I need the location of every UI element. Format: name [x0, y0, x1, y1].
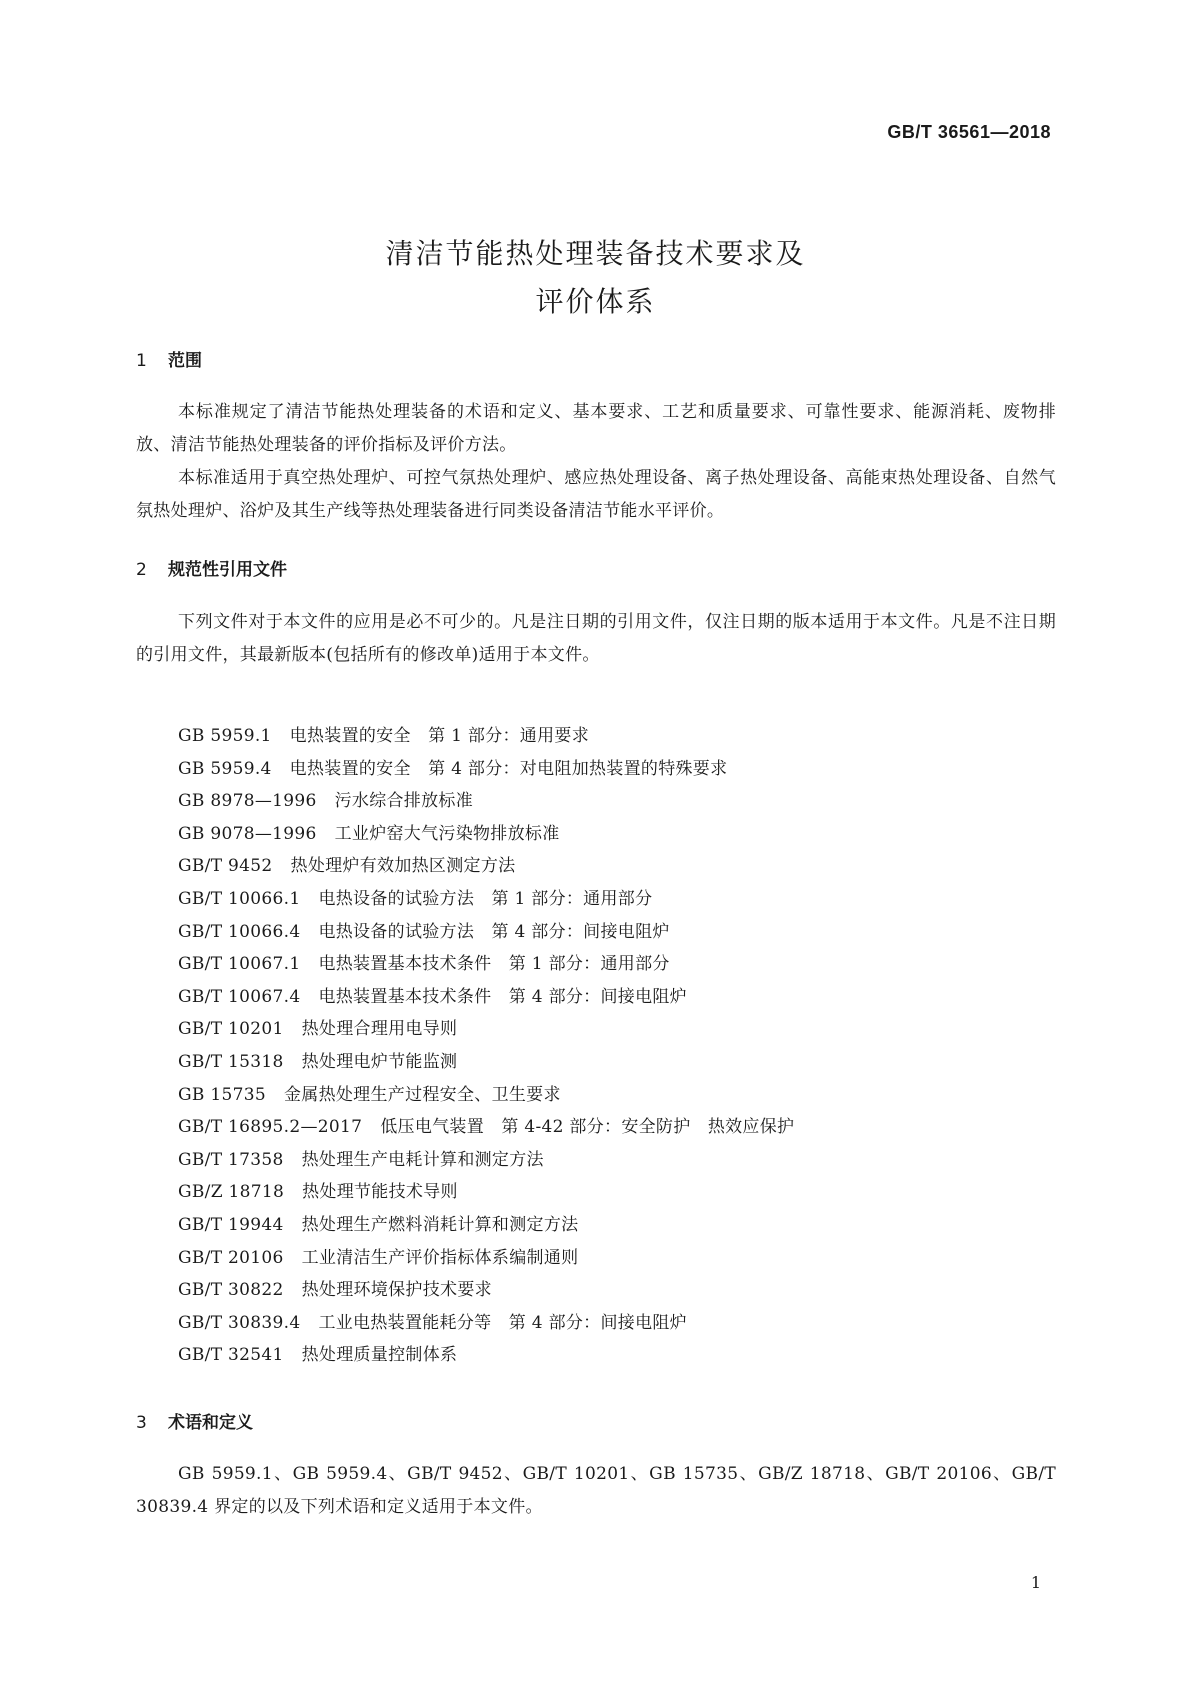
section-number: 1	[136, 351, 147, 371]
reference-item	[178, 1111, 794, 1144]
reference-title: 热处理节能技术导则	[302, 1182, 458, 1203]
reference-code: GB/T 19944	[178, 1214, 284, 1235]
reference-item	[178, 916, 794, 949]
reference-title: 污水综合排放标准	[334, 791, 474, 812]
reference-code: GB/T 16895.2—2017	[178, 1117, 363, 1138]
page-number: 1	[1030, 1573, 1041, 1592]
reference-item	[178, 1079, 794, 1112]
section-heading-normative-references	[136, 555, 287, 580]
reference-code: GB 8978—1996	[178, 791, 317, 812]
reference-title: 工业炉窑大气污染物排放标准	[334, 823, 560, 844]
standard-code: GB/T 36561—2018	[887, 122, 1051, 142]
reference-title: 金属热处理生产过程安全、卫生要求	[283, 1084, 561, 1105]
reference-item	[178, 1046, 794, 1079]
reference-code: GB/T 10066.1	[178, 888, 301, 909]
reference-title: 热处理质量控制体系	[301, 1345, 458, 1366]
section-title: 规范性引用文件	[168, 560, 287, 580]
reference-list	[178, 720, 794, 1372]
reference-title: 电热设备的试验方法 第 4 部分：间接电阻炉	[318, 921, 670, 942]
reference-code: GB 9078—1996	[178, 823, 317, 844]
reference-code: GB 5959.4	[178, 758, 272, 779]
section-number: 3	[136, 1413, 147, 1433]
reference-code: GB/T 32541	[178, 1345, 284, 1366]
section-heading-scope	[136, 346, 202, 371]
references-intro-paragraph: 下列文件对于本文件的应用是必不可少的。凡是注日期的引用文件，仅注日期的版本适用于本文件。凡是不注日期的引用文件，其最新版本(包括所有的修改单)适用于本文件。	[136, 612, 1056, 665]
terms-intro-paragraph: GB 5959.1、GB 5959.4、GB/T 9452、GB/T 10201、GB 15735、GB/Z 18718、GB/T 20106、GB/T 30839.4 界定的以及下列术语和定义适用于本文件。	[136, 1464, 1056, 1517]
reference-item	[178, 753, 794, 786]
reference-title: 热处理合理用电导则	[301, 1019, 458, 1040]
scope-paragraph-1: 本标准规定了清洁节能热处理装备的术语和定义、基本要求、工艺和质量要求、可靠性要求、能源消耗、废物排放、清洁节能热处理装备的评价指标及评价方法。	[136, 402, 1056, 455]
reference-code: GB 15735	[178, 1084, 266, 1105]
reference-item	[178, 1339, 794, 1372]
reference-item	[178, 785, 794, 818]
reference-title: 热处理生产电耗计算和测定方法	[301, 1149, 544, 1170]
reference-code: GB/T 10066.4	[178, 921, 301, 942]
document-title	[0, 230, 1191, 326]
reference-code: GB/T 30822	[178, 1280, 284, 1301]
section-heading-terms-definitions	[136, 1408, 253, 1433]
reference-title: 热处理生产燃料消耗计算和测定方法	[301, 1214, 579, 1235]
reference-item	[178, 1242, 794, 1275]
reference-code: GB/T 20106	[178, 1247, 284, 1268]
title-line-2: 评价体系	[535, 285, 656, 318]
section-number: 2	[136, 560, 147, 580]
reference-title: 电热设备的试验方法 第 1 部分：通用部分	[318, 888, 653, 909]
reference-code: GB/T 10067.1	[178, 954, 301, 975]
reference-code: GB/T 17358	[178, 1149, 284, 1170]
section-title: 术语和定义	[168, 1413, 253, 1433]
scope-paragraph-2: 本标准适用于真空热处理炉、可控气氛热处理炉、感应热处理设备、离子热处理设备、高能束热处理设备、自然气氛热处理炉、浴炉及其生产线等热处理装备进行同类设备清洁节能水平评价。	[136, 468, 1056, 521]
reference-item	[178, 981, 794, 1014]
reference-title: 热处理环境保护技术要求	[301, 1280, 492, 1301]
reference-item	[178, 1209, 794, 1242]
reference-code: GB 5959.1	[178, 726, 272, 746]
reference-item	[178, 883, 794, 916]
reference-code: GB/T 9452	[178, 856, 273, 877]
reference-item	[178, 1307, 794, 1340]
reference-title: 低压电气装置 第 4-42 部分：安全防护 热效应保护	[380, 1117, 795, 1138]
reference-title: 电热装置基本技术条件 第 1 部分：通用部分	[318, 954, 670, 975]
reference-code: GB/Z 18718	[178, 1182, 285, 1203]
reference-code: GB/T 30839.4	[178, 1312, 301, 1333]
reference-code: GB/T 10067.4	[178, 986, 301, 1007]
reference-title: 热处理电炉节能监测	[301, 1051, 458, 1072]
reference-title: 工业电热装置能耗分等 第 4 部分：间接电阻炉	[318, 1312, 687, 1333]
reference-title: 热处理炉有效加热区测定方法	[290, 856, 516, 877]
reference-item	[178, 1176, 794, 1209]
reference-title: 电热装置的安全 第 4 部分：对电阻加热装置的特殊要求	[289, 758, 728, 779]
reference-code: GB/T 10201	[178, 1019, 284, 1040]
reference-item	[178, 1274, 794, 1307]
reference-item	[178, 1013, 794, 1046]
reference-code: GB/T 15318	[178, 1051, 284, 1072]
section-title: 范围	[168, 351, 202, 371]
title-line-1: 清洁节能热处理装备技术要求及	[385, 237, 806, 270]
reference-item	[178, 818, 794, 851]
reference-title: 电热装置的安全 第 1 部分：通用要求	[289, 726, 589, 746]
reference-item	[178, 1144, 794, 1177]
reference-item	[178, 948, 794, 981]
reference-item	[178, 850, 794, 883]
reference-title: 工业清洁生产评价指标体系编制通则	[301, 1247, 579, 1268]
reference-item	[178, 720, 794, 753]
reference-title: 电热装置基本技术条件 第 4 部分：间接电阻炉	[318, 986, 687, 1007]
